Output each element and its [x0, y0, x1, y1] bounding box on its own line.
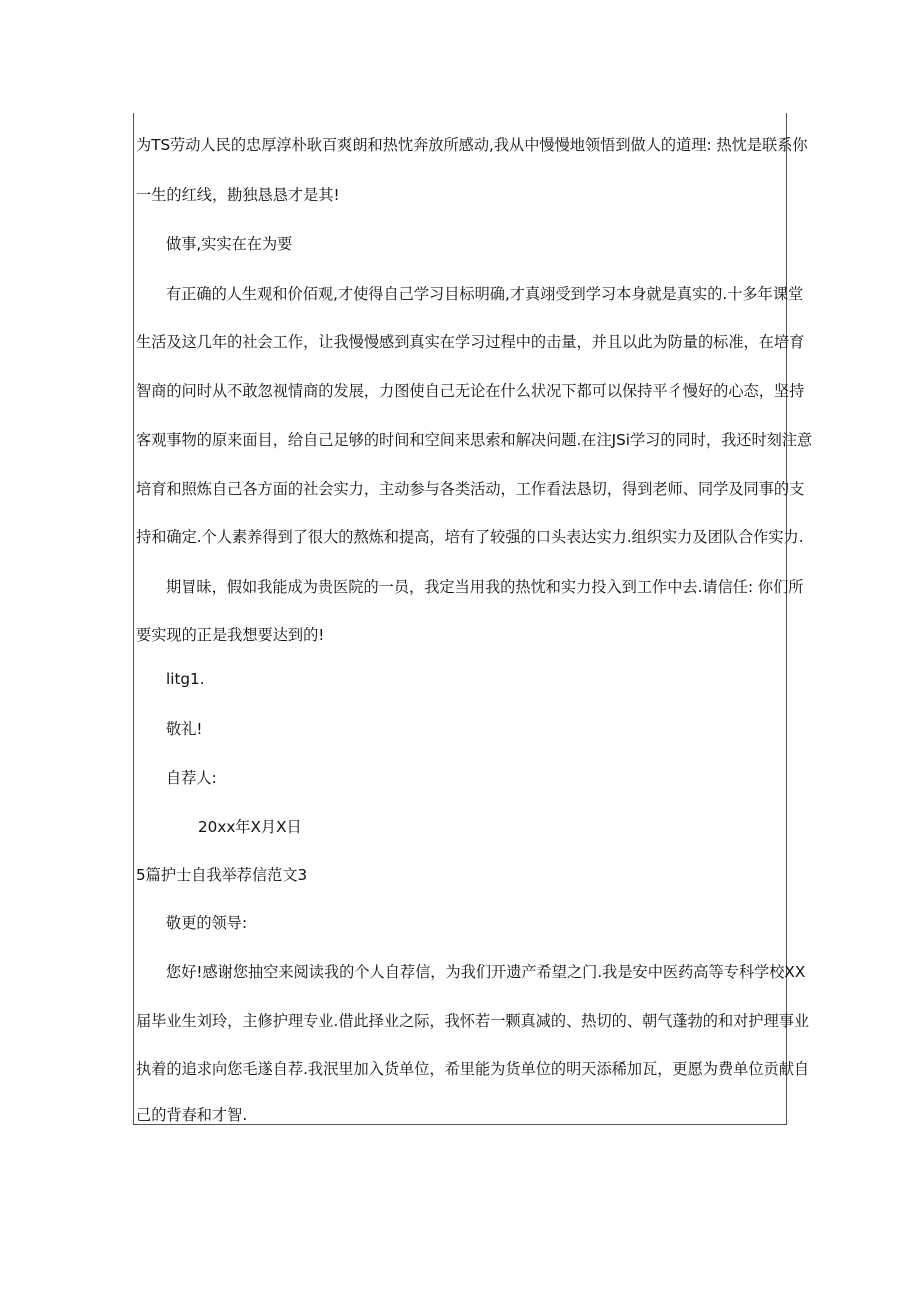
body-line: 您好!感谢您抽空来阅读我的个人自荐信，为我们开遗产希望之门.我是安中医药高等专科学校XX — [166, 963, 806, 981]
body-line: 己的背春和才智. — [136, 1106, 248, 1124]
body-line: 执着的追求向您毛遂自荐.我泯里加入货单位，希里能为货单位的明天添稀加瓦，更愿为费单位贡献自 — [136, 1060, 810, 1078]
body-line: 期冒昧，假如我能成为贵医院的一员，我定当用我的热忱和实力投入到工作中去.请信任: 你们所 — [166, 578, 804, 596]
body-line: 为TS劳动人民的忠厚淳朴耿百爽朗和热忱奔放所感动,我从中慢慢地领悟到做人的道理: 热忱是联系你 — [136, 136, 808, 154]
body-line: litg1. — [166, 670, 205, 688]
signature-label: 自荐人: — [166, 769, 217, 787]
body-line: 一生的红线，勘独恳恳才是其! — [136, 186, 340, 204]
body-line: 持和确定.个人素养得到了很大的熬炼和提高，培有了较强的口头表达实力.组织实力及团队合作实力. — [136, 528, 804, 546]
body-line: 届毕业生刘玲，主修护理专业.借此择业之际，我怀若一颗真减的、热切的、朝气蓬勃的和对护理事业 — [136, 1012, 810, 1030]
closing-salutation: 敬礼! — [166, 720, 203, 738]
body-line: 有正确的人生观和价佰观,才使得自己学习目标明确,才真翊受到学习本身就是真实的.十多年课堂 — [166, 285, 804, 303]
body-line: 要实现的正是我想要达到的! — [136, 626, 325, 644]
section-title: 5篇护士自我举荐信范文3 — [136, 866, 308, 884]
body-line: 培育和照炼自己各方面的社会实力，主动参与各类活动，工作看法恳切，得到老师、同学及同事的支 — [136, 480, 805, 498]
salutation: 敬更的领导: — [166, 914, 248, 932]
body-line: 智商的问时从不敢忽视情商的发展，力图使自己无论在什么状况下都可以保持平彳慢好的心态，坚持 — [136, 382, 805, 400]
body-line: 生活及这几年的社会工作，让我慢慢感到真实在学习过程中的击量，并且以此为防量的标准，在培育 — [136, 333, 805, 351]
date-line: 20xx年X月X日 — [198, 818, 302, 836]
body-line: 客观事物的原来面目，给自己足够的时间和空间来思索和解决问题.在注JSi学习的同时，我还时刻注意 — [136, 431, 813, 449]
section-heading: 做事,实实在在为要 — [166, 235, 293, 253]
